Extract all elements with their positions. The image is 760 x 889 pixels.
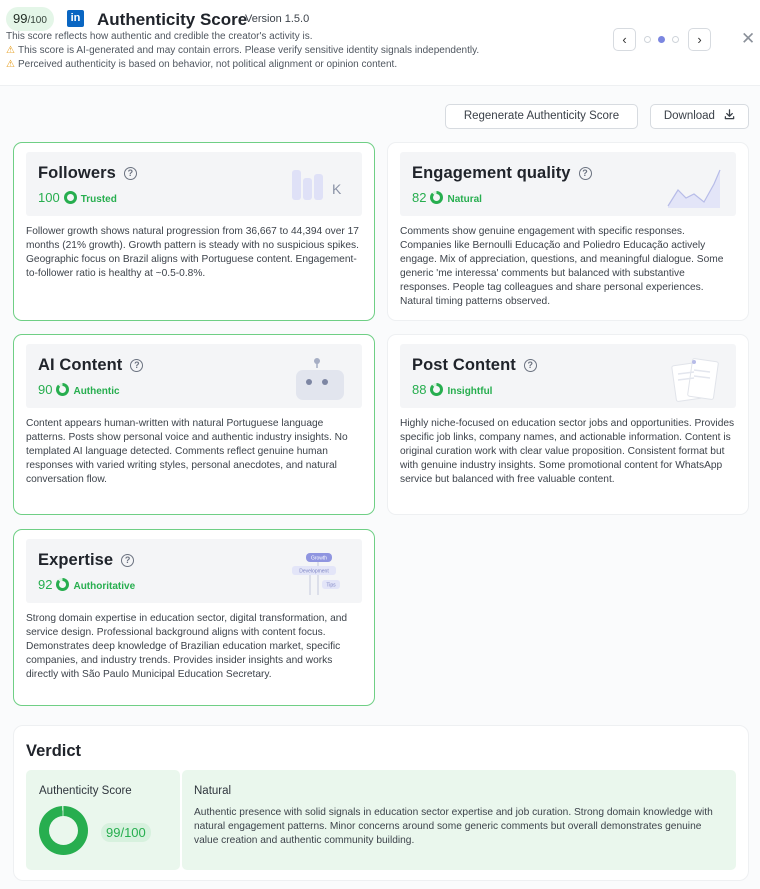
warning-line-1 bbox=[6, 45, 479, 56]
download-label: Download bbox=[663, 110, 715, 122]
card-title: Followers ? bbox=[38, 164, 137, 183]
next-page-button[interactable]: › bbox=[688, 28, 711, 51]
ai-content-card bbox=[13, 334, 375, 515]
score-tag: Insightful bbox=[447, 386, 493, 397]
robot-illustration bbox=[290, 356, 350, 404]
card-body-text: Highly niche-focused on education sector jobs and opportunities. Provides specific job links, company names, and actionable information. Content is original curation work with clear value proposition. Consistent format but with genuine industry insights. Some promotional content for WhatsApp service but balanced with free valuable content. bbox=[400, 418, 735, 485]
score-value: 88 bbox=[412, 382, 427, 397]
close-button[interactable]: ✕ bbox=[741, 29, 756, 48]
engagement-line-illustration bbox=[664, 164, 724, 212]
document-illustration bbox=[664, 356, 724, 404]
score-tag: Authentic bbox=[73, 386, 120, 397]
card-header bbox=[400, 152, 736, 216]
score-value: 100 bbox=[38, 190, 60, 205]
score-tag: Trusted bbox=[80, 194, 117, 205]
illus-label-growth: Growth bbox=[310, 555, 328, 562]
help-icon[interactable]: ? bbox=[579, 167, 592, 180]
card-score bbox=[38, 577, 135, 592]
card-body-text: Follower growth shows natural progression from 36,667 to 44,394 over 17 months (21% growth). Growth pattern is steady with no suspicious spikes. Geographic focus on Brazil aligns with Portuguese content. Engagement-to-follower ratio is healthy at ~0.5-0.8%. bbox=[26, 226, 359, 279]
warning-icon: ⚠ bbox=[6, 45, 15, 56]
score-description: This score reflects how authentic and credible the creator's activity is. bbox=[6, 31, 313, 42]
verdict-rating: Natural bbox=[194, 785, 232, 797]
prev-page-button[interactable]: ‹ bbox=[613, 28, 636, 51]
help-icon[interactable]: ? bbox=[130, 359, 143, 372]
score-value: 90 bbox=[38, 382, 53, 397]
warning-icon: ⚠ bbox=[6, 59, 15, 70]
card-score bbox=[412, 190, 482, 205]
verdict-title: Verdict bbox=[26, 742, 82, 760]
post-content-card bbox=[387, 334, 749, 515]
engagement-card bbox=[387, 142, 749, 321]
warning-text-2: Perceived authenticity is based on behavior, not political alignment or opinion content. bbox=[17, 59, 398, 70]
followers-chart-illustration bbox=[290, 164, 350, 212]
pager-dot-1[interactable] bbox=[644, 36, 651, 43]
warning-line-2 bbox=[6, 59, 397, 70]
card-title: Post Content ? bbox=[412, 356, 537, 375]
card-score bbox=[38, 190, 117, 205]
card-score bbox=[38, 382, 120, 397]
help-icon[interactable]: ? bbox=[524, 359, 537, 372]
header-bar bbox=[0, 0, 760, 86]
card-body-text: Strong domain expertise in education sector, digital transformation, and service design. Professional background aligns with content focus. Demonstrates deep knowledge of Brazilian education market, specific companies, and industry trends. Provides insider insights and works directly with São Paulo Municipal Education Secretary. bbox=[26, 613, 348, 680]
card-title: Expertise ? bbox=[38, 551, 134, 570]
card-title: AI Content ? bbox=[38, 356, 143, 375]
help-icon[interactable]: ? bbox=[124, 167, 137, 180]
card-header bbox=[26, 539, 362, 603]
illus-letter: K bbox=[332, 181, 342, 197]
regenerate-button[interactable]: Regenerate Authenticity Score bbox=[445, 104, 638, 129]
score-badge-total: /100 bbox=[27, 15, 47, 26]
score-ring-icon bbox=[430, 383, 443, 396]
pager bbox=[613, 28, 711, 52]
pager-dot-2[interactable] bbox=[658, 36, 665, 43]
score-ring-icon bbox=[56, 383, 69, 396]
score-badge bbox=[6, 7, 54, 31]
verdict-text: Authentic presence with solid signals in education sector expertise and job curation. Strong domain knowledge with natural engagement patterns. Minor concerns around some generic comments but overall demonstrates genuine value creation and authentic community building. bbox=[194, 807, 713, 846]
verdict-summary-box bbox=[182, 770, 736, 870]
pager-dot-3[interactable] bbox=[672, 36, 679, 43]
version-label: Version 1.5.0 bbox=[245, 13, 310, 25]
expertise-tree-illustration bbox=[288, 551, 352, 599]
expertise-card bbox=[13, 529, 375, 706]
download-icon bbox=[724, 109, 735, 120]
card-header bbox=[400, 344, 736, 408]
card-title: Engagement quality ? bbox=[412, 164, 592, 183]
verdict-score-donut bbox=[39, 806, 88, 855]
illus-label-tips: Tips bbox=[326, 582, 336, 589]
score-ring-icon bbox=[56, 578, 69, 591]
card-body-text: Content appears human-written with natural Portuguese language patterns. Posts show personal voice and authentic industry insights. No templated AI language detected. Comments reflect genuine human responses with varied writing styles, personal anecdotes, and natural conversation flow. bbox=[26, 418, 348, 485]
warning-text-1: This score is AI-generated and may contain errors. Please verify sensitive identity signals independently. bbox=[17, 45, 480, 56]
score-badge-value: 99 bbox=[13, 11, 28, 26]
download-button[interactable] bbox=[650, 104, 749, 129]
score-value: 92 bbox=[38, 577, 53, 592]
page-title: Authenticity Score bbox=[97, 10, 248, 29]
card-body-text: Comments show genuine engagement with specific responses. Companies like Bernoulli Educação and Poliedro Educação actively engage. Mix of appreciation, questions, and meaningful dialogue. Some generic 'me interessa' comments but balanced with substantive responses. People tag colleagues and share personal experiences. Natural timing patterns observed. bbox=[400, 226, 724, 307]
score-tag: Authoritative bbox=[73, 581, 136, 592]
verdict-score-pill: 99/100 bbox=[101, 823, 151, 842]
verdict-score-box bbox=[26, 770, 180, 870]
score-value: 82 bbox=[412, 190, 427, 205]
linkedin-icon: in bbox=[67, 10, 84, 27]
card-score bbox=[412, 382, 492, 397]
score-ring-icon bbox=[64, 191, 77, 204]
followers-card bbox=[13, 142, 375, 321]
verdict-score-label: Authenticity Score bbox=[39, 785, 132, 797]
card-header bbox=[26, 344, 362, 408]
help-icon[interactable]: ? bbox=[121, 554, 134, 567]
score-tag: Natural bbox=[447, 194, 482, 205]
illus-label-development: Development bbox=[299, 568, 329, 575]
card-header bbox=[26, 152, 362, 216]
verdict-panel bbox=[13, 725, 749, 881]
score-ring-icon bbox=[430, 191, 443, 204]
